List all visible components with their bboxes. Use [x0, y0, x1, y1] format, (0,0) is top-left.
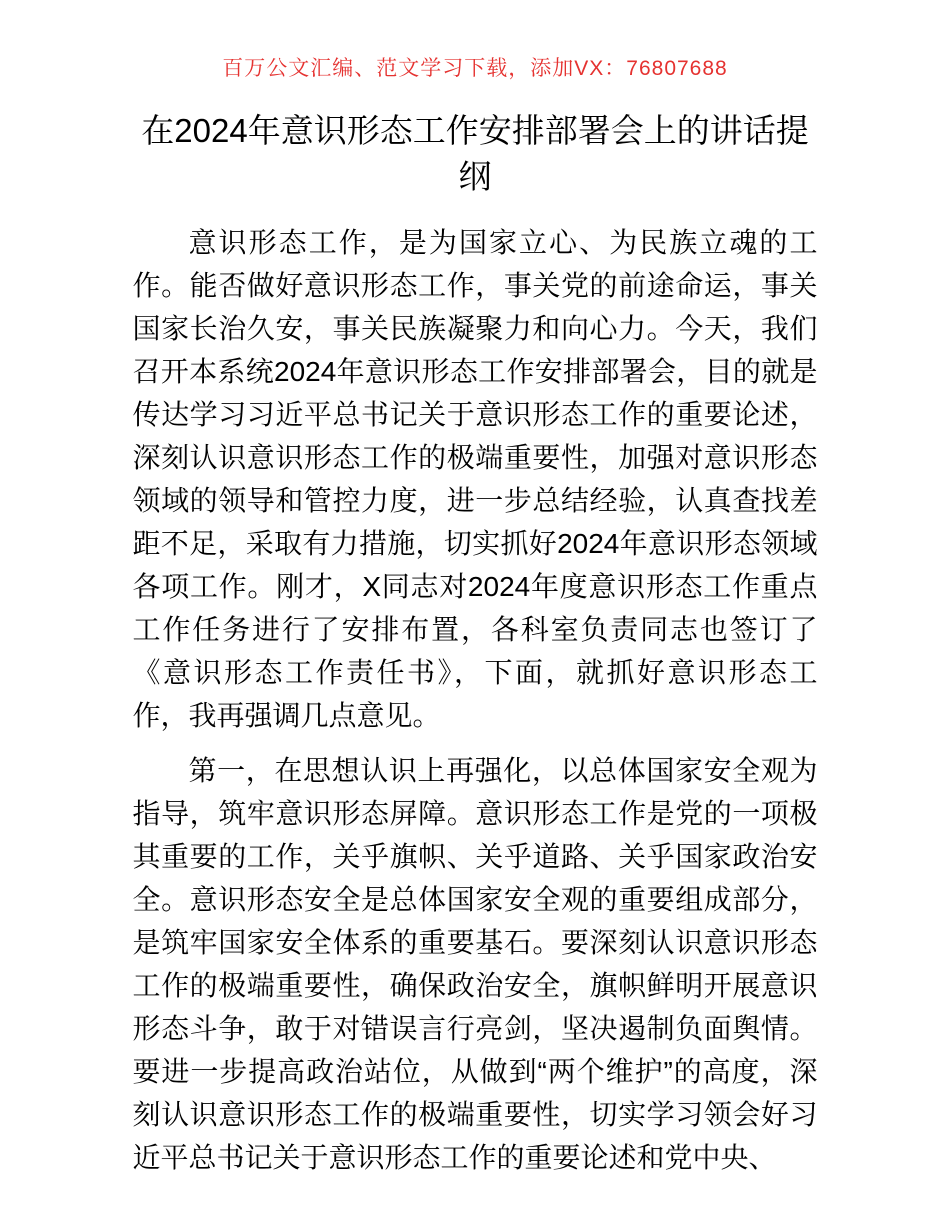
- paragraph-intro: 意识形态工作，是为国家立心、为民族立魂的工作。能否做好意识形态工作，事关党的前途命运，事关国家长治久安，事关民族凝聚力和向心力。今天，我们召开本系统2024年意识形态工作安排部署会，目的就是传达学习习近平总书记关于意识形态工作的重要论述，深刻认识意识形态工作的极端重要性，加强对意识形态领域的领导和管控力度，进一步总结经验，认真查找差距不足，采取有力措施，切实抓好2024年意识形态领域各项工作。刚才，X同志对2024年度意识形态工作重点工作任务进行了安排布置，各科室负责同志也签订了《意识形态工作责任书》，下面，就抓好意识形态工作，我再强调几点意见。: [132, 227, 818, 731]
- document-body: [133, 221, 818, 1179]
- promo-banner: 百万公文汇编、范文学习下载，添加VX：76807688: [222, 57, 728, 80]
- document-title: 在2024年意识形态工作安排部署会上的讲话提纲: [141, 112, 809, 195]
- paragraph-first-point: 第一，在思想认识上再强化，以总体国家安全观为指导，筑牢意识形态屏障。意识形态工作是党的一项极其重要的工作，关乎旗帜、关乎道路、关乎国家政治安全。意识形态安全是总体国家安全观的重要组成部分，是筑牢国家安全体系的重要基石。要深刻认识意识形态工作的极端重要性，确保政治安全，旗帜鲜明开展意识形态斗争，敢于对错误言行亮剑，坚决遏制负面舆情。要进一步提高政治站位，从做到“两个维护”的高度，深刻认识意识形态工作的极端重要性，切实学习领会好习近平总书记关于意识形态工作的重要论述和党中央、: [132, 755, 818, 1173]
